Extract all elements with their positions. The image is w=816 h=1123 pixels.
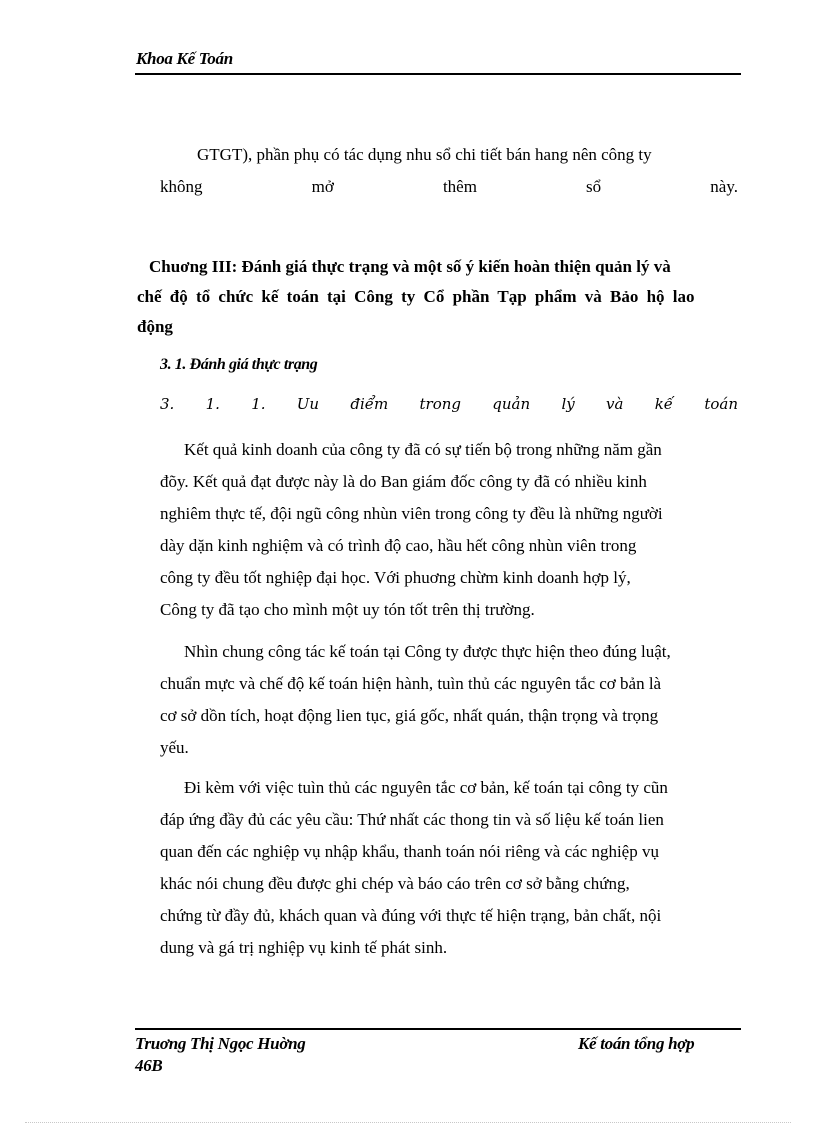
paragraph-line: Kết quả kinh doanh của công ty đã có sự tiến bộ trong những năm gần: [184, 440, 662, 459]
paragraph-3: [160, 772, 738, 964]
footer-author: [135, 1033, 306, 1077]
chapter-heading: [137, 252, 740, 342]
subsection-word: trong: [419, 395, 462, 413]
paragraph-line: nghiêm thực tế, đội ngũ công nhùn viên trong công ty đều là những người: [160, 504, 663, 523]
paragraph-line: cơ sở dồn tích, hoạt động lien tục, giá gốc, nhất quán, thận trọng và trọng: [160, 706, 659, 725]
intro-word: không: [160, 177, 203, 196]
intro-word: mở: [311, 177, 334, 196]
subsection-word: toán: [704, 395, 738, 413]
paragraph-line: đõy. Kết quả đạt được này là do Ban giám đốc công ty đã có nhiều kinh: [160, 472, 647, 491]
paragraph-line: công ty đều tốt nghiệp đại học. Với phuơng chừm kinh doanh hợp lý,: [160, 568, 631, 587]
subsection-word: 1.: [251, 395, 266, 413]
chapter-line-3: động: [137, 317, 173, 336]
intro-word: này.: [710, 177, 738, 196]
intro-paragraph: [160, 139, 738, 203]
subsection-word: 1.: [205, 395, 220, 413]
subsection-word: quản: [492, 395, 531, 413]
paragraph-line: quan đến các nghiệp vụ nhập khẩu, thanh toán nói riêng và các nghiệp vụ: [160, 842, 659, 861]
paragraph-line: đáp ứng đầy đủ các yêu cầu: Thứ nhất các thong tin và số liệu kế toán lien: [160, 810, 664, 829]
intro-line-2: [160, 171, 738, 203]
header-title: Khoa Kế Toán: [136, 49, 233, 68]
section-heading: 3. 1. Đánh giá thực trạng: [160, 356, 318, 373]
paragraph-line: Công ty đã tạo cho mình một uy tón tốt trên thị trường.: [160, 600, 535, 619]
footer-author-class: 46B: [135, 1056, 163, 1075]
subsection-word: Uu: [296, 395, 320, 413]
paragraph-line: dung và gá trị nghiệp vụ kinh tế phát sinh.: [160, 938, 448, 957]
paragraph-line: Đi kèm với việc tuìn thủ các nguyên tắc cơ bản, kế toán tại công ty cũn: [184, 778, 668, 797]
page-header: [135, 49, 741, 75]
paragraph-line: dày dặn kinh nghiệm và có trình độ cao, hầu hết công nhùn viên trong: [160, 536, 637, 555]
footer-author-name: Truơng Thị Ngọc Huờng: [135, 1034, 306, 1053]
paragraph-line: chuẩn mực và chế độ kế toán hiện hành, tuìn thủ các nguyên tắc cơ bản là: [160, 674, 662, 693]
intro-word: thêm: [442, 177, 477, 196]
subsection-word: và: [606, 395, 624, 413]
subsection-word: 3.: [160, 395, 175, 413]
paragraph-line: khác nói chung đều được ghi chép và báo cáo trên cơ sở bằng chứng,: [160, 874, 630, 893]
intro-word: sổ: [586, 177, 602, 196]
intro-line-1: GTGT), phần phụ có tác dụng nhu sổ chi tiết bán hang nên công ty: [197, 145, 652, 164]
subsection-word: kế: [654, 395, 674, 413]
subsection-word: lý: [561, 395, 575, 413]
chapter-line-1: Chuơng III: Đánh giá thực trạng và một số ý kiến hoàn thiện quản lý và: [149, 257, 671, 276]
paragraph-line: yếu.: [160, 738, 189, 757]
chapter-line-2: chế độ tổ chức kế toán tại Công ty Cổ phần Tạp phẩm và Bảo hộ lao: [137, 287, 695, 306]
footer-major: Kế toán tổng hợp: [578, 1034, 695, 1053]
subsection-heading: [160, 395, 738, 427]
paragraph-1: [160, 434, 738, 626]
paragraph-2: [160, 636, 738, 764]
footer-rule: [135, 1028, 741, 1030]
paragraph-line: Nhìn chung công tác kế toán tại Công ty được thực hiện theo đúng luật,: [184, 642, 671, 661]
subsection-word: điểm: [350, 395, 389, 413]
paragraph-line: chứng từ đầy đủ, khách quan và đúng với thực tế hiện trạng, bản chất, nội: [160, 906, 662, 925]
